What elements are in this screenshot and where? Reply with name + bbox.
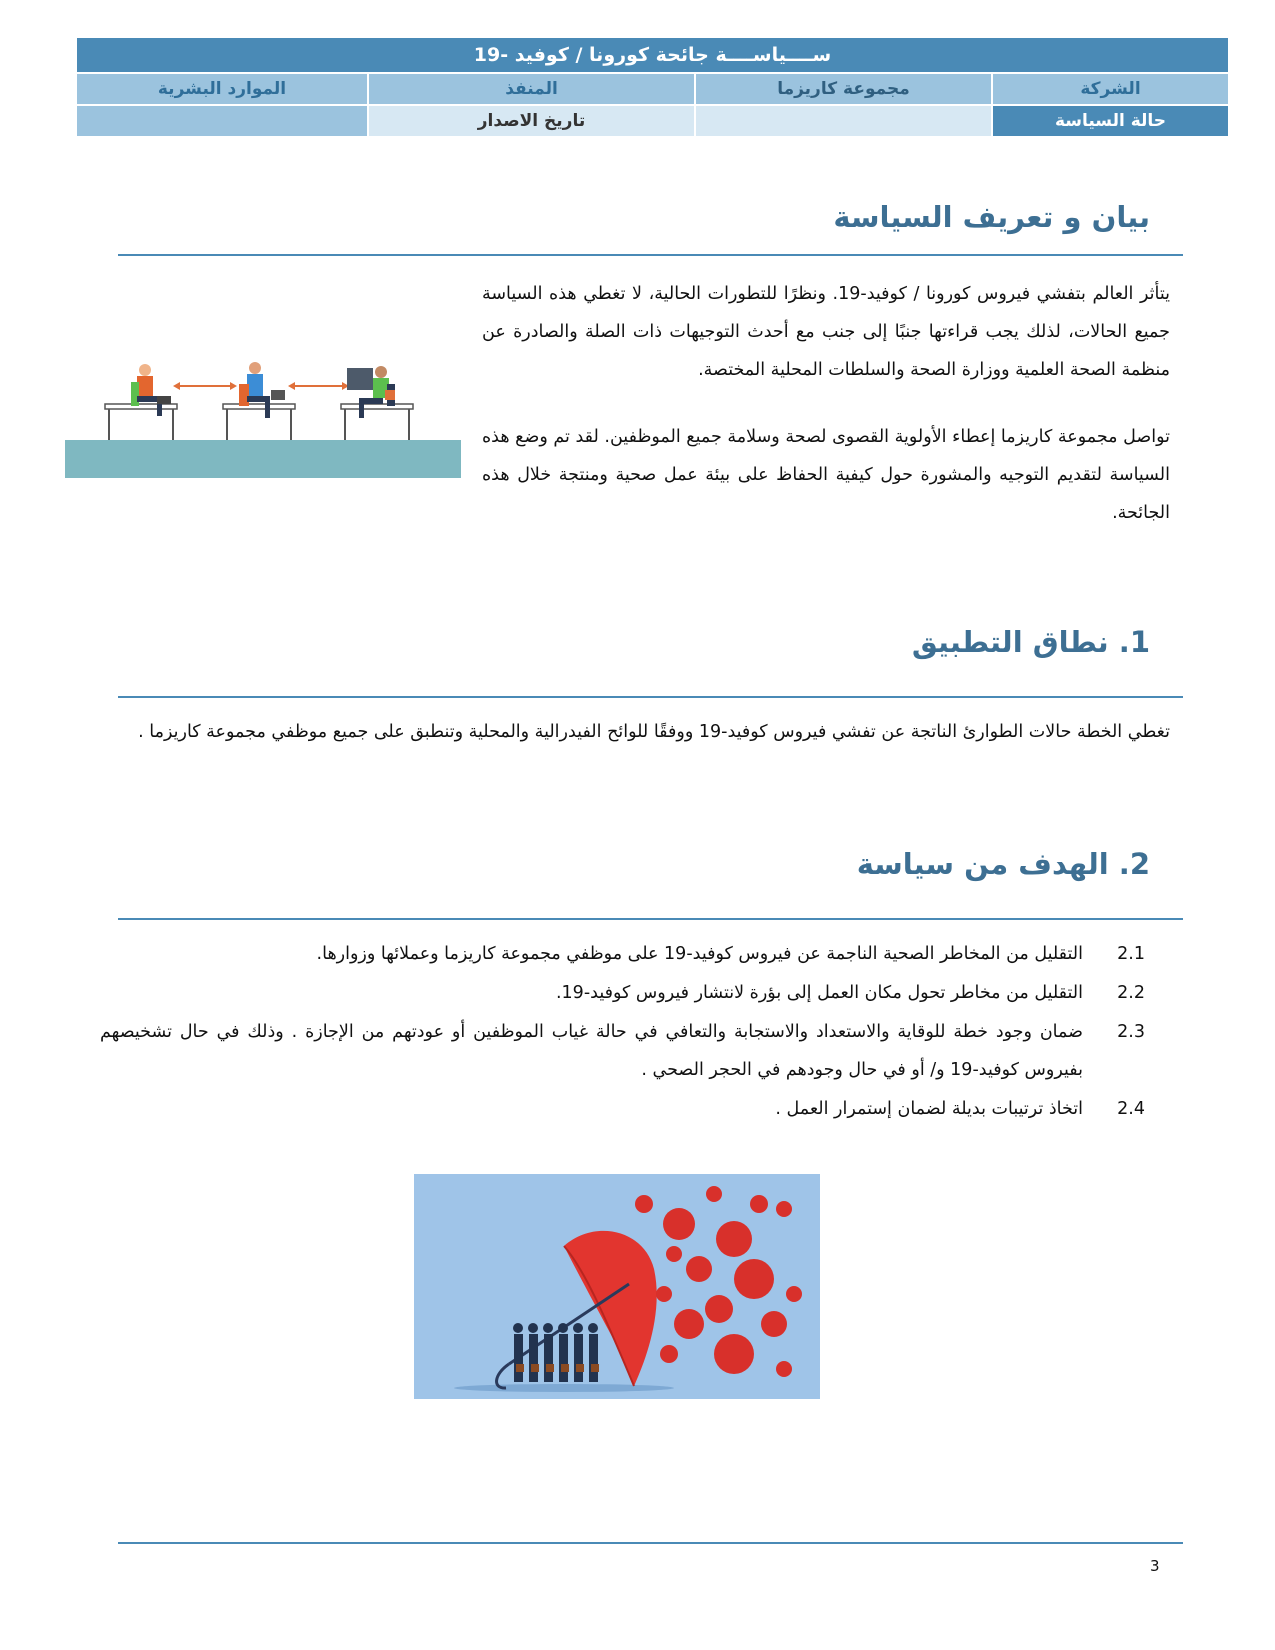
executor-value: الموارد البشرية: [77, 74, 367, 104]
objective-item-text: التقليل من المخاطر الصحية الناجمة عن فيروس كوفيد-19 على موظفي مجموعة كاريزما وعملائها وزوارها.: [316, 944, 1083, 964]
intro-paragraph-1: يتأثر العالم بتفشي فيروس كورونا / كوفيد-19. ونظرًا للتطورات الحالية، لا تغطي هذه السياسة جميع الحالات، لذلك يجب قراءتها جنبًا إلى جنب مع أحدث التوجيهات ذات الصلة والصادرة عن منظمة الصحة العلمية ووزارة الصحة والسلطات المحلية المختصة.: [482, 284, 1170, 380]
objective-item-3: [100, 1013, 1145, 1089]
issue-date-label: تاريخ الاصدار: [367, 106, 694, 136]
umbrella-virus-illustration: [414, 1174, 820, 1399]
intro-heading: بيان و تعريف السياسة: [833, 200, 1150, 234]
scope-heading: 1. نطاق التطبيق: [911, 625, 1150, 659]
objective-item-number: 2.2: [1117, 983, 1145, 1003]
status-value: [694, 106, 991, 136]
objective-item-number: 2.3: [1117, 1022, 1145, 1042]
executor-label: المنفذ: [367, 74, 694, 104]
issue-date-value: [77, 106, 367, 136]
objective-item-text: التقليل من مخاطر تحول مكان العمل إلى بؤرة لانتشار فيروس كوفيد-19.: [555, 983, 1083, 1003]
objective-item-4: [100, 1090, 1145, 1128]
office-distancing-illustration: [65, 360, 461, 478]
status-label: حالة السياسة: [991, 106, 1228, 136]
scope-rule: [118, 696, 1183, 698]
footer-rule: [118, 1542, 1183, 1544]
objective-item-text: ضمان وجود خطة للوقاية والاستعداد والاستجابة والتعافي في حالة غياب الموظفين أو عودتهم من الإجازة . وذلك في حال تشخيصهم بفيروس كوفيد-19 و/ أو في حال وجودهم في الحجر الصحي .: [100, 1022, 1083, 1080]
header-row-2: [77, 106, 1228, 136]
page-number: 3: [1150, 1557, 1160, 1575]
company-value: مجموعة كاريزما: [694, 74, 991, 104]
intro-rule: [118, 254, 1183, 256]
objective-item-number: 2.4: [1117, 1099, 1145, 1119]
policy-header-table: [77, 38, 1228, 136]
company-label: الشركة: [991, 74, 1228, 104]
objective-item-text: اتخاذ ترتيبات بديلة لضمان إستمرار العمل .: [775, 1099, 1083, 1119]
objective-item-1: [100, 935, 1145, 973]
policy-title: ســــياســــة جائحة كورونا / كوفيد -19: [77, 38, 1228, 72]
header-row-1: [77, 74, 1228, 104]
scope-text: تغطي الخطة حالات الطوارئ الناتجة عن تفشي فيروس كوفيد-19 ووفقًا للوائح الفيدرالية والمحلية وتنطبق على جميع موظفي مجموعة كاريزما .: [138, 722, 1170, 742]
objective-item-number: 2.1: [1117, 944, 1145, 964]
objective-heading: 2. الهدف من سياسة: [856, 847, 1150, 881]
objective-rule: [118, 918, 1183, 920]
objective-item-2: [100, 974, 1145, 1012]
intro-paragraph-2: تواصل مجموعة كاريزما إعطاء الأولوية القصوى لصحة وسلامة جميع الموظفين. لقد تم وضع هذه السياسة لتقديم التوجيه والمشورة حول كيفية الحفاظ على بيئة عمل صحية ومنتجة خلال هذه الجائحة.: [482, 427, 1170, 523]
